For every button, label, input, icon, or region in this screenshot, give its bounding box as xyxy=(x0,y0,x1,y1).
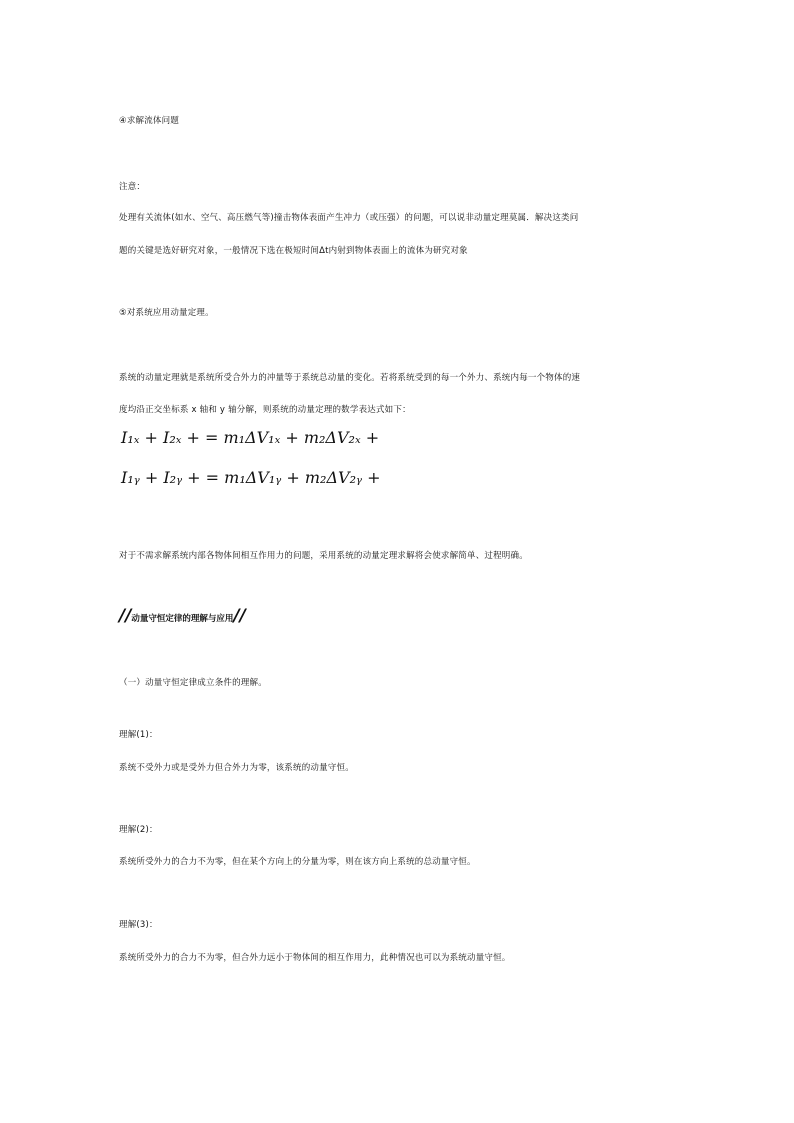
heading-text: 动量守恒定律的理解与应用 xyxy=(131,614,234,624)
note-line-1: 处理有关流体(如水、空气、高压燃气等)撞击物体表面产生冲力（或压强）的问题，可以说非动量定理莫属．解决这类问 xyxy=(119,213,579,223)
heading-slashes-right: // xyxy=(233,606,246,626)
section4-title: ④求解流体问题 xyxy=(119,116,180,126)
understanding1-text: 系统不受外力或是受外力但合外力为零，该系统的动量守恒。 xyxy=(119,763,354,773)
understanding1-label: 理解(1)： xyxy=(119,730,158,740)
understanding2-text: 系统所受外力的合力不为零，但在某个方向上的分量为零，则在该方向上系统的总动量守恒。 xyxy=(119,857,476,867)
note-label: 注意： xyxy=(119,182,146,192)
system-conclusion: 对于不需求解系统内部各物体间相互作用力的问题，采用系统的动量定理求解将会使求解简单、过程明确。 xyxy=(119,551,528,561)
understanding3-label: 理解(3)： xyxy=(119,920,158,930)
note-line-2: 题的关键是选好研究对象，一般情况下选在极短时间Δt内射到物体表面上的流体为研究对象 xyxy=(119,246,468,256)
understanding3-text: 系统所受外力的合力不为零，但合外力远小于物体间的相互作用力，此种情况也可以为系统动量守恒。 xyxy=(119,953,511,963)
section-heading xyxy=(119,606,246,626)
understanding2-label: 理解(2)： xyxy=(119,825,158,835)
system-line-2: 度均沿正交坐标系 x 轴和 y 轴分解，则系统的动量定理的数学表达式如下： xyxy=(119,405,411,415)
system-line-1: 系统的动量定理就是系统所受合外力的冲量等于系统总动量的变化。若将系统受到的每一个外力、系统内每一个物体的速 xyxy=(119,373,581,383)
heading-slashes-left: // xyxy=(119,606,132,626)
equation-y: I₁ᵧ + I₂ᵧ + = m₁ΔV₁ᵧ + m₂ΔV₂ᵧ + xyxy=(121,468,381,487)
section5-title: ⑤对系统应用动量定理。 xyxy=(119,308,214,318)
equation-x: I₁ₓ + I₂ₓ + = m₁ΔV₁ₓ + m₂ΔV₂ₓ + xyxy=(121,428,380,447)
subsection1-title: （一）动量守恒定律成立条件的理解。 xyxy=(119,678,267,688)
